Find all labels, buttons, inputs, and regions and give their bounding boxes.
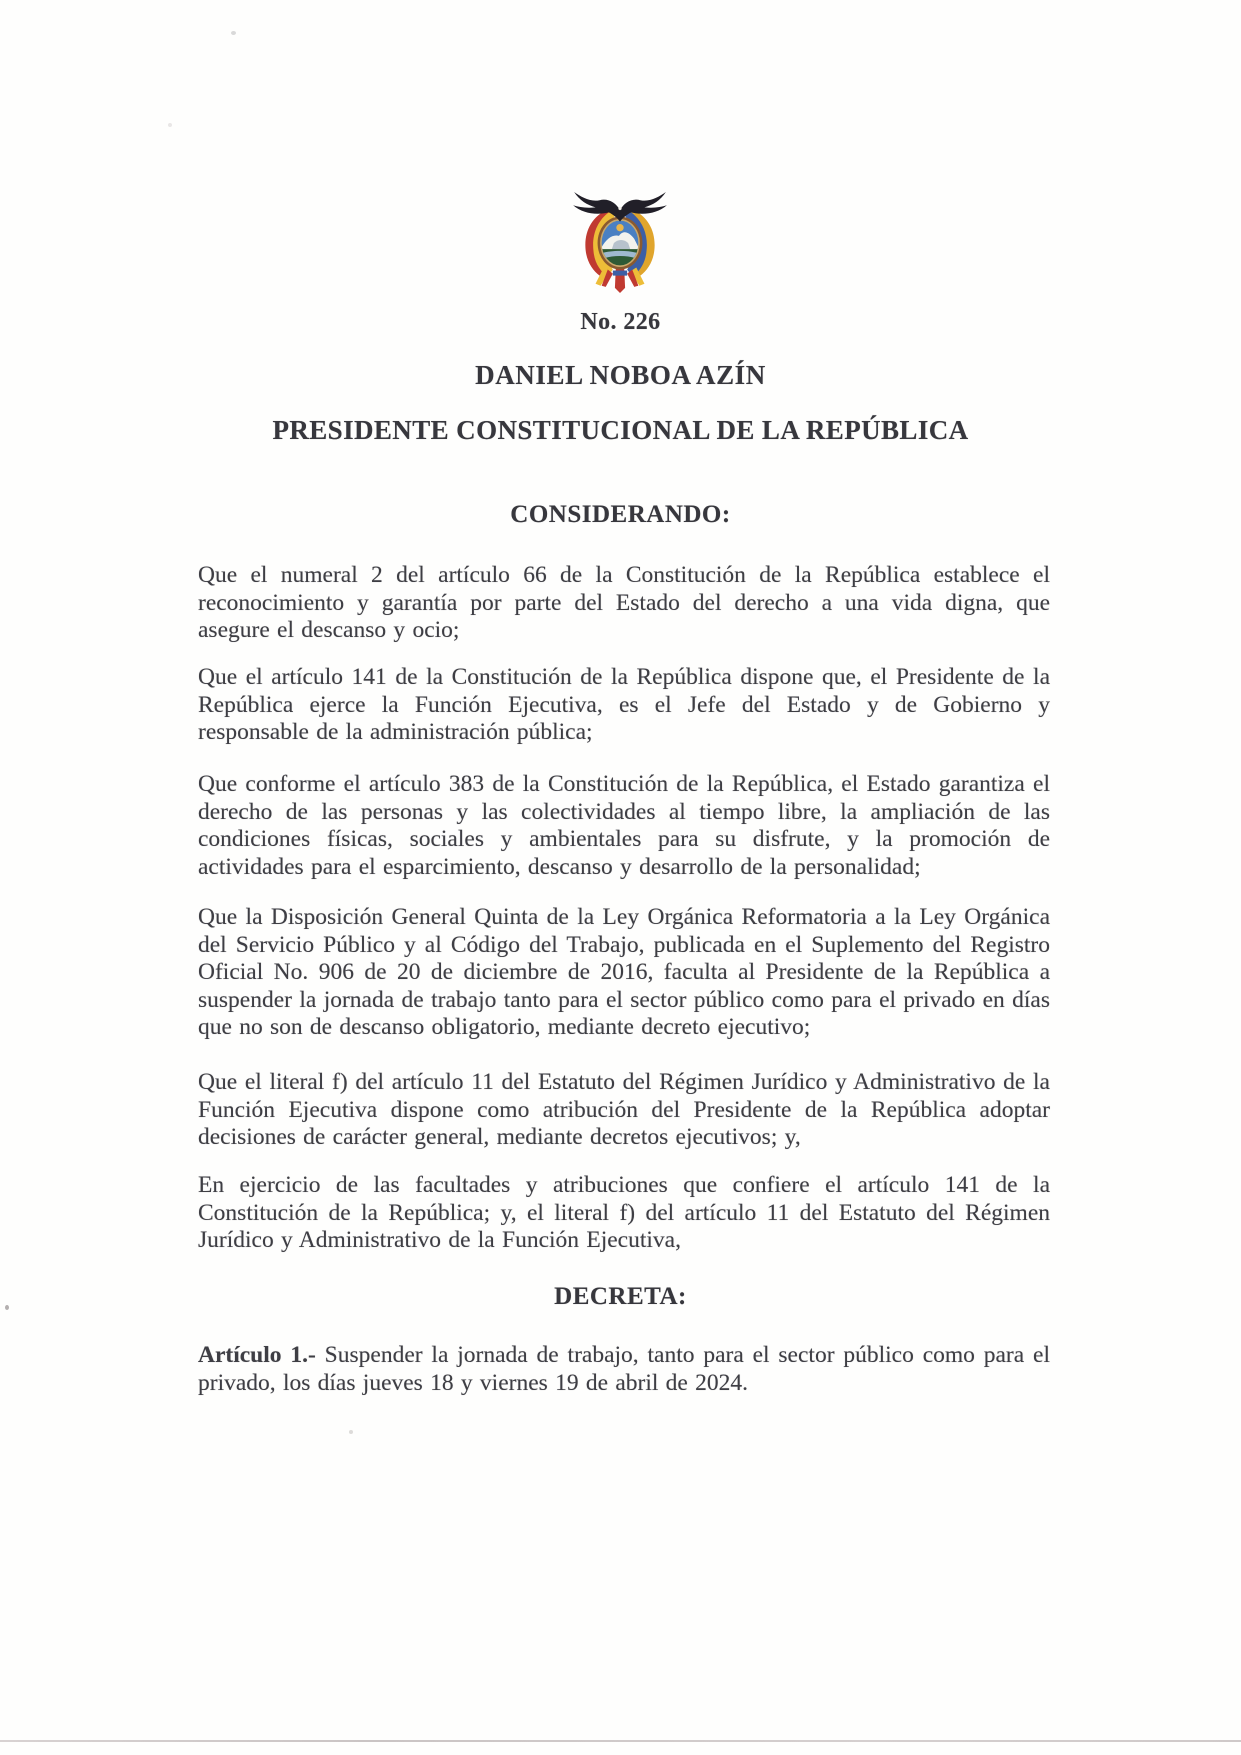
considerando-heading: CONSIDERANDO: [510,501,731,528]
article-1 [198,1342,1050,1397]
president-name: DANIEL NOBOA AZÍN [475,360,766,390]
considering-clause-3: Que conforme el artículo 383 de la Constitución de la República, el Estado garantiza el derecho de las personas y las colectividades al tiempo libre, la ampliación de las condiciones físicas, sociales y ambientales para su disfrute, y la promoción de actividades para el esparcimiento, descanso y desarrollo de la personalidad; [198,771,1050,880]
considering-clause-5: Que el literal f) del artículo 11 del Estatuto del Régimen Jurídico y Administrativo de la Función Ejecutiva dispone como atribución del Presidente de la República adoptar decisiones de carácter general, mediante decretos ejecutivos; y, [198,1069,1050,1151]
president-title: PRESIDENTE CONSTITUCIONAL DE LA REPÚBLICA [272,415,969,445]
scan-speck [168,123,172,127]
oval-shield [598,217,643,270]
scan-speck [349,1430,353,1434]
condor-icon [573,192,667,222]
article-1-text: Suspender la jornada de trabajo, tanto para el sector público como para el privado, los días jueves 18 y viernes 19 de abril de 2024. [198,1342,1050,1396]
page-footer-line [0,1740,1241,1742]
considering-clause-2: Que el artículo 141 de la Constitución de la República dispone que, el Presidente de la República ejerce la Función Ejecutiva, es el Jefe del Estado y de Gobierno y responsable de la administración pública; [198,664,1050,746]
fasces-ribbons [596,265,645,293]
considering-clause-6: En ejercicio de las facultades y atribuciones que confiere el artículo 141 de la Constitución de la República; y, el literal f) del artículo 11 del Estatuto del Régimen Jurídico y Administrativo de la Función Ejecutiva, [198,1172,1050,1254]
sun-icon [616,224,623,231]
ecuador-coat-of-arms-icon [570,190,670,296]
considering-clause-4: Que la Disposición General Quinta de la Ley Orgánica Reformatoria a la Ley Orgánica del Servicio Público y al Código del Trabajo, publicada en el Suplemento del Registro Oficial No. 906 de 20 de diciembre de 2016, faculta al Presidente de la República a suspender la jornada de trabajo tanto para el sector público como para el privado en días que no son de descanso obligatorio, mediante decreto ejecutivo; [198,904,1050,1041]
considering-clause-1: Que el numeral 2 del artículo 66 de la Constitución de la República establece el reconocimiento y garantía por parte del Estado del derecho a una vida digna, que asegure el descanso y ocio; [198,562,1050,644]
scan-speck [231,31,236,35]
decreta-heading: DECRETA: [554,1283,687,1310]
article-1-label: Artículo 1.- [198,1342,316,1368]
scan-speck [5,1305,9,1310]
decree-number: No. 226 [580,309,661,335]
